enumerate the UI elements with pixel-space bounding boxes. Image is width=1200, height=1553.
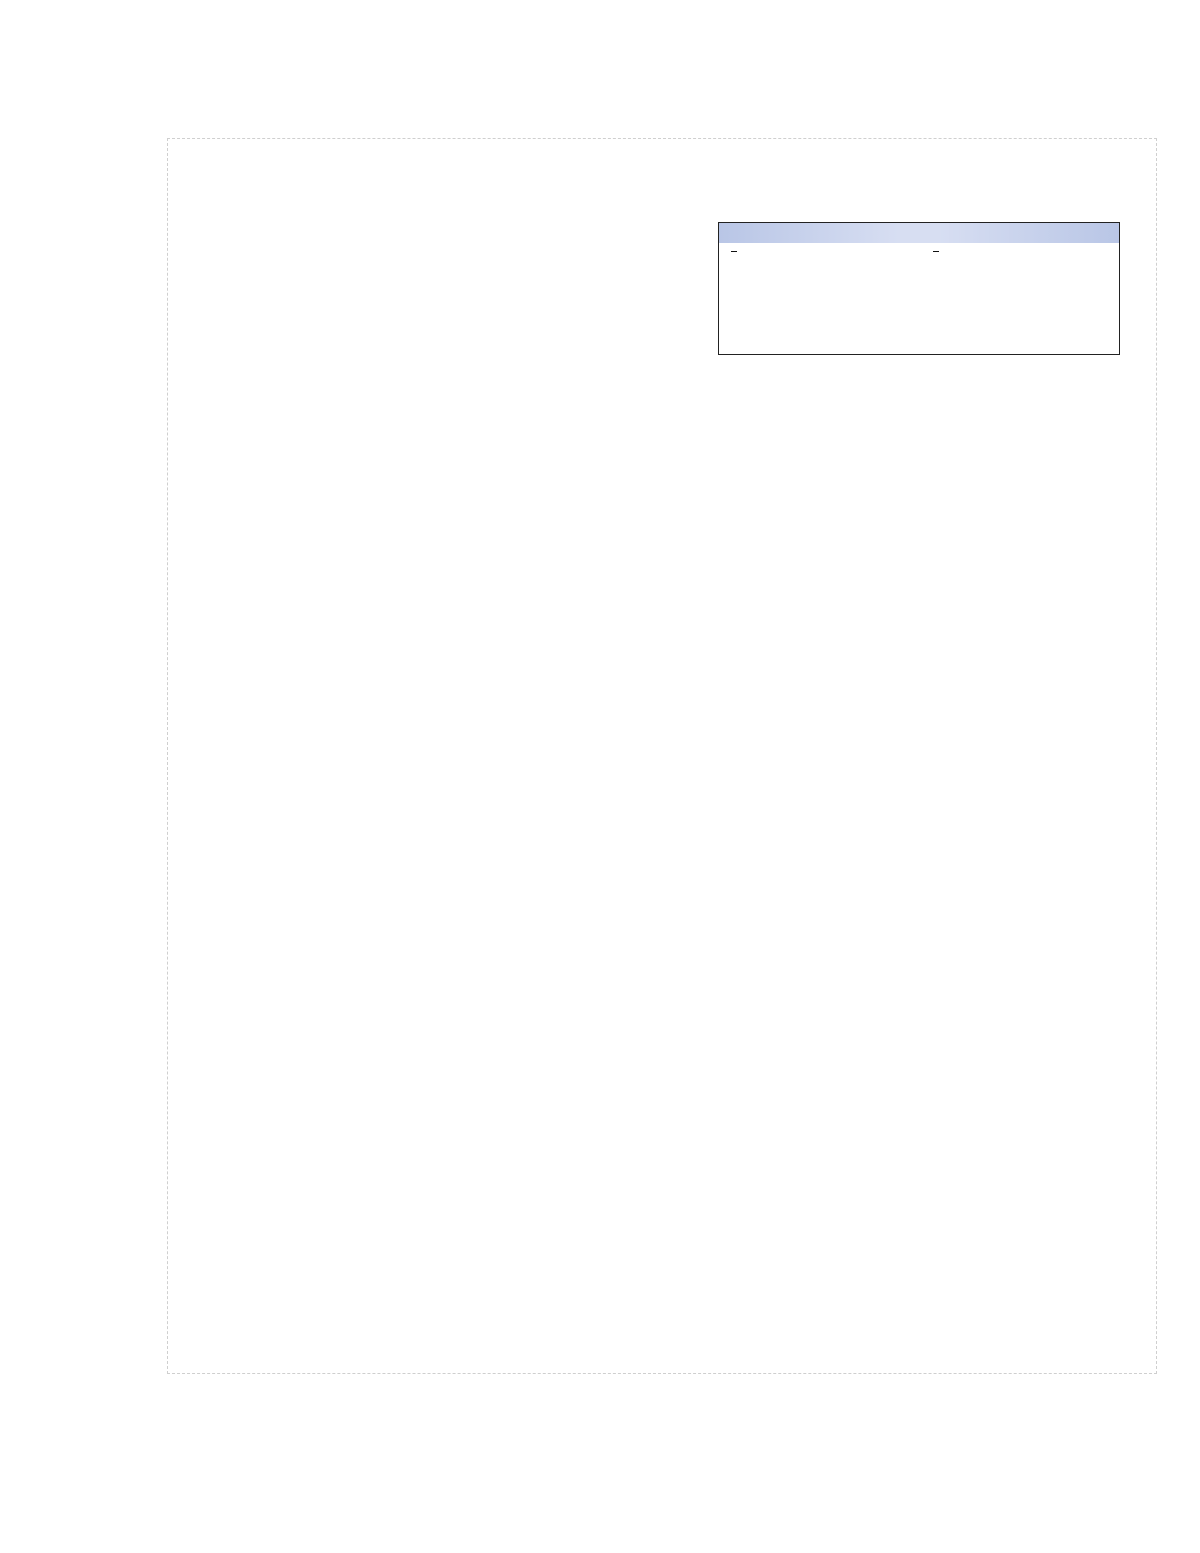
section-band-temperatura (718, 222, 1120, 243)
formula-numerator (933, 251, 939, 252)
masa-section (213, 222, 718, 355)
bottom-row (213, 222, 1120, 355)
formula-numerator (731, 251, 737, 252)
formula-celsius-from-f (929, 251, 939, 252)
temperature-formulas (718, 243, 1120, 355)
formula-fraction (933, 251, 939, 252)
formula-kelvin-from-f (727, 251, 741, 252)
conversion-tables (213, 222, 1120, 355)
formula-fraction (731, 251, 737, 252)
temperatura-section (718, 222, 1120, 355)
